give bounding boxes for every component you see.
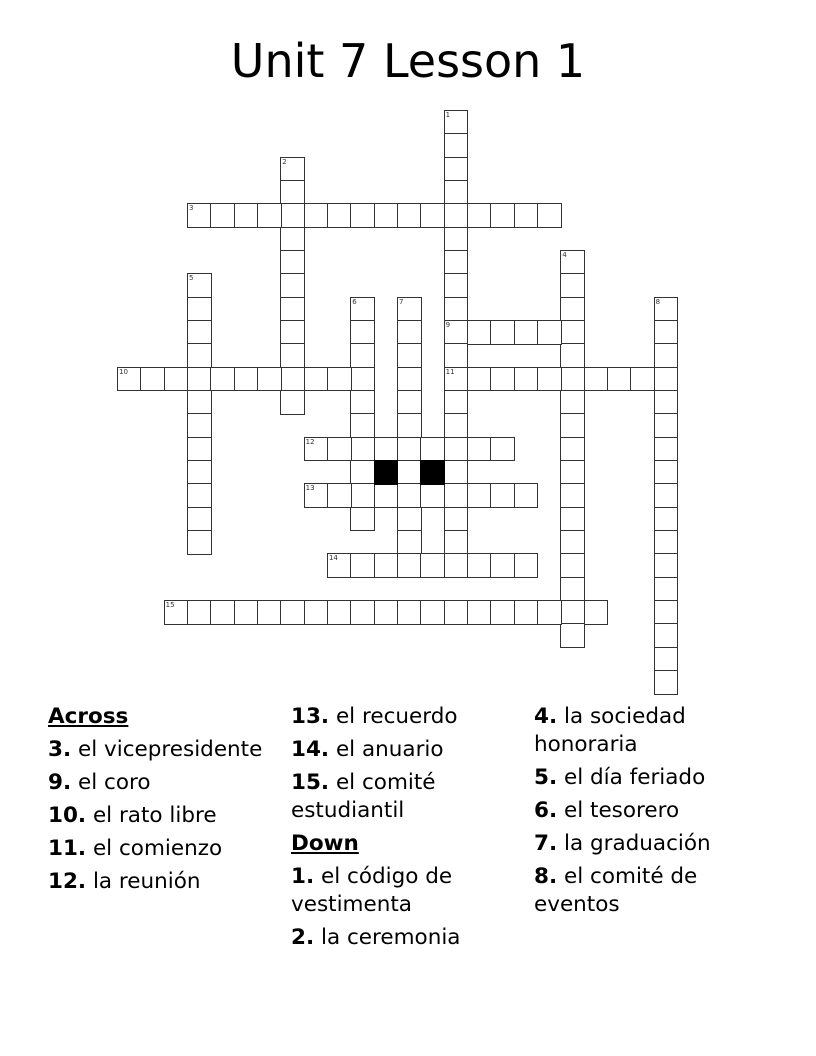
grid-cell[interactable]: [397, 483, 422, 508]
clues-column-3: [534, 703, 774, 924]
cell-number: 5: [188, 274, 194, 283]
grid-cell[interactable]: [187, 343, 212, 368]
grid-cell[interactable]: [654, 670, 679, 695]
grid-cell[interactable]: [444, 273, 469, 298]
grid-cell[interactable]: [560, 623, 585, 648]
grid-cell[interactable]: [444, 133, 469, 158]
grid-cell[interactable]: [304, 483, 329, 508]
grid-cell[interactable]: [490, 320, 515, 345]
cell-number: 8: [655, 297, 661, 306]
grid-cell[interactable]: [374, 483, 399, 508]
grid-cell[interactable]: [397, 390, 422, 415]
grid-cell[interactable]: [560, 507, 585, 532]
grid-cell[interactable]: [350, 320, 375, 345]
grid-cell[interactable]: [444, 390, 469, 415]
grid-cell[interactable]: [467, 437, 492, 462]
grid-cell[interactable]: [560, 320, 585, 345]
grid-cell[interactable]: [537, 367, 562, 392]
grid-cell[interactable]: [257, 600, 282, 625]
grid-cell[interactable]: [280, 390, 305, 415]
grid-cell[interactable]: [560, 460, 585, 485]
grid-cell[interactable]: [327, 553, 352, 578]
across-heading: Across: [48, 704, 129, 729]
grid-cell[interactable]: [654, 530, 679, 555]
grid-cell[interactable]: [374, 203, 399, 228]
grid-cell[interactable]: [560, 297, 585, 322]
grid-cell[interactable]: [374, 600, 399, 625]
grid-cell[interactable]: [607, 367, 632, 392]
grid-cell[interactable]: [210, 600, 235, 625]
grid-cell[interactable]: [467, 600, 492, 625]
grid-cell[interactable]: [584, 367, 609, 392]
grid-cell[interactable]: [560, 483, 585, 508]
grid-cell[interactable]: [210, 203, 235, 228]
grid-cell[interactable]: [397, 600, 422, 625]
clue-across-12: 12. la reunión: [48, 869, 201, 894]
grid-cell[interactable]: [490, 600, 515, 625]
grid-cell[interactable]: [397, 530, 422, 555]
grid-cell[interactable]: [280, 367, 305, 392]
grid-cell[interactable]: [654, 577, 679, 602]
grid-cell[interactable]: [654, 553, 679, 578]
grid-cell[interactable]: [304, 437, 329, 462]
clue-across-9: 9. el coro: [48, 770, 151, 795]
clue-across-10: 10. el rato libre: [48, 803, 217, 828]
grid-cell[interactable]: [187, 507, 212, 532]
grid-cell[interactable]: [444, 460, 469, 485]
grid-cell[interactable]: [560, 553, 585, 578]
grid-cell[interactable]: [397, 507, 422, 532]
grid-cell[interactable]: [560, 273, 585, 298]
grid-cell[interactable]: [280, 297, 305, 322]
grid-cell[interactable]: [560, 437, 585, 462]
grid-cell[interactable]: [654, 600, 679, 625]
grid-cell[interactable]: [397, 437, 422, 462]
grid-cell[interactable]: [397, 343, 422, 368]
grid-cell[interactable]: [187, 437, 212, 462]
cell-number: 1: [445, 111, 451, 119]
grid-cell[interactable]: [210, 367, 235, 392]
grid-cell[interactable]: [280, 320, 305, 345]
down-heading: Down: [291, 831, 359, 856]
grid-cell[interactable]: [280, 157, 305, 182]
grid-cell[interactable]: [444, 157, 469, 182]
grid-cell[interactable]: [304, 367, 329, 392]
clue-down-6: 6. el tesorero: [534, 798, 680, 823]
grid-cell[interactable]: [467, 553, 492, 578]
grid-cell[interactable]: [560, 343, 585, 368]
grid-cell[interactable]: [140, 367, 165, 392]
grid-cell[interactable]: [444, 530, 469, 555]
grid-cell[interactable]: [444, 227, 469, 252]
grid-cell[interactable]: [374, 553, 399, 578]
grid-cell[interactable]: [280, 227, 305, 252]
clue-across-14: 14. el anuario: [291, 737, 444, 762]
grid-cell[interactable]: [630, 367, 655, 392]
grid-cell[interactable]: [654, 343, 679, 368]
grid-cell[interactable]: [514, 600, 539, 625]
grid-cell[interactable]: [187, 390, 212, 415]
grid-cell[interactable]: [444, 343, 469, 368]
grid-cell[interactable]: [537, 600, 562, 625]
grid-cell[interactable]: [350, 553, 375, 578]
grid-cell[interactable]: [444, 437, 469, 462]
grid-cell[interactable]: [187, 460, 212, 485]
clue-down-1: 1. el código de vestimenta: [291, 864, 453, 917]
grid-cell[interactable]: [490, 367, 515, 392]
grid-cell[interactable]: [164, 367, 189, 392]
grid-cell[interactable]: [514, 553, 539, 578]
grid-cell[interactable]: [444, 483, 469, 508]
grid-cell[interactable]: [420, 553, 445, 578]
grid-cell[interactable]: [444, 507, 469, 532]
black-square: [374, 460, 399, 485]
grid-cell[interactable]: [350, 343, 375, 368]
clue-down-4: 4. la sociedad honoraria: [534, 704, 686, 757]
clue-across-15: 15. el comité estudiantil: [291, 770, 436, 823]
grid-cell[interactable]: [350, 600, 375, 625]
grid-cell[interactable]: [444, 553, 469, 578]
grid-cell[interactable]: [420, 600, 445, 625]
grid-cell[interactable]: [560, 250, 585, 275]
grid-cell[interactable]: [654, 320, 679, 345]
grid-cell[interactable]: [560, 413, 585, 438]
grid-cell[interactable]: [490, 203, 515, 228]
grid-cell[interactable]: [257, 203, 282, 228]
grid-cell[interactable]: [514, 483, 539, 508]
grid-cell[interactable]: [350, 483, 375, 508]
grid-cell[interactable]: [420, 437, 445, 462]
grid-cell[interactable]: [327, 367, 352, 392]
grid-cell[interactable]: [467, 483, 492, 508]
clue-across-3: 3. el vicepresidente: [48, 737, 263, 762]
clue-across-13: 13. el recuerdo: [291, 704, 458, 729]
grid-cell[interactable]: [187, 320, 212, 345]
cell-number: 12: [305, 437, 315, 446]
grid-cell[interactable]: [537, 320, 562, 345]
grid-cell[interactable]: [350, 460, 375, 485]
grid-cell[interactable]: [654, 647, 679, 672]
cell-number: 10: [119, 367, 128, 376]
grid-cell[interactable]: [444, 413, 469, 438]
grid-cell[interactable]: [280, 180, 305, 205]
grid-cell[interactable]: [187, 273, 212, 298]
grid-cell[interactable]: [654, 437, 679, 462]
grid-cell[interactable]: [350, 413, 375, 438]
grid-cell[interactable]: [187, 367, 212, 392]
grid-cell[interactable]: [444, 250, 469, 275]
grid-cell[interactable]: [444, 320, 469, 345]
grid-cell[interactable]: [350, 390, 375, 415]
grid-cell[interactable]: [654, 367, 679, 392]
grid-cell[interactable]: [327, 483, 352, 508]
grid-cell[interactable]: [444, 110, 469, 135]
grid-cell[interactable]: [420, 203, 445, 228]
grid-cell[interactable]: [117, 367, 142, 392]
grid-cell[interactable]: [327, 437, 352, 462]
grid-cell[interactable]: [444, 600, 469, 625]
grid-cell[interactable]: [420, 483, 445, 508]
cell-number: 6: [352, 297, 357, 306]
grid-cell[interactable]: [397, 320, 422, 345]
grid-cell[interactable]: [584, 600, 609, 625]
clue-down-5: 5. el día feriado: [534, 765, 706, 790]
grid-cell[interactable]: [187, 413, 212, 438]
grid-cell[interactable]: [234, 600, 259, 625]
grid-cell[interactable]: [467, 320, 492, 345]
grid-cell[interactable]: [187, 600, 212, 625]
grid-cell[interactable]: [490, 553, 515, 578]
clue-down-8: 8. el comité de eventos: [534, 864, 698, 917]
grid-cell[interactable]: [164, 600, 189, 625]
grid-cell[interactable]: [350, 367, 375, 392]
cell-number: 9: [445, 320, 451, 329]
clue-down-2: 2. la ceremonia: [291, 925, 461, 950]
grid-cell[interactable]: [654, 460, 679, 485]
cell-number: 11: [445, 367, 455, 376]
grid-cell[interactable]: [654, 390, 679, 415]
grid-cell[interactable]: [350, 437, 375, 462]
grid-cell[interactable]: [444, 297, 469, 322]
grid-cell[interactable]: [280, 203, 305, 228]
grid-cell[interactable]: [234, 203, 259, 228]
cell-number: 15: [165, 600, 175, 609]
grid-cell[interactable]: [187, 483, 212, 508]
grid-cell[interactable]: [187, 203, 212, 228]
grid-cell[interactable]: [350, 203, 375, 228]
grid-cell[interactable]: [327, 600, 352, 625]
grid-cell[interactable]: [304, 203, 329, 228]
grid-cell[interactable]: [397, 297, 422, 322]
cell-number: 13: [305, 484, 315, 493]
grid-cell[interactable]: [327, 203, 352, 228]
grid-cell[interactable]: [514, 367, 539, 392]
grid-cell[interactable]: [490, 437, 515, 462]
cell-number: 2: [282, 157, 287, 166]
black-square: [420, 460, 445, 485]
grid-cell[interactable]: [397, 367, 422, 392]
grid-cell[interactable]: [560, 390, 585, 415]
grid-cell[interactable]: [374, 437, 399, 462]
clue-down-7: 7. la graduación: [534, 831, 711, 856]
cell-number: 7: [398, 297, 404, 306]
grid-cell[interactable]: [280, 343, 305, 368]
grid-cell[interactable]: [654, 623, 679, 648]
grid-cell[interactable]: [397, 553, 422, 578]
grid-cell[interactable]: [654, 297, 679, 322]
grid-cell[interactable]: [304, 600, 329, 625]
cell-number: 14: [328, 554, 338, 563]
grid-cell[interactable]: [654, 483, 679, 508]
grid-cell[interactable]: [444, 180, 469, 205]
grid-cell[interactable]: [280, 250, 305, 275]
grid-cell[interactable]: [397, 203, 422, 228]
grid-cell[interactable]: [560, 367, 585, 392]
page-title: Unit 7 Lesson 1: [230, 34, 586, 88]
grid-cell[interactable]: [280, 273, 305, 298]
grid-cell[interactable]: [537, 203, 562, 228]
clues-column-1: [48, 703, 288, 901]
grid-cell[interactable]: [514, 320, 539, 345]
grid-cell[interactable]: [467, 203, 492, 228]
grid-cell[interactable]: [257, 367, 282, 392]
grid-cell[interactable]: [350, 507, 375, 532]
grid-cell[interactable]: [187, 297, 212, 322]
grid-cell[interactable]: [187, 530, 212, 555]
grid-cell[interactable]: [467, 367, 492, 392]
cell-number: 3: [188, 204, 194, 213]
grid-cell[interactable]: [654, 413, 679, 438]
grid-cell[interactable]: [560, 600, 585, 625]
grid-cell[interactable]: [560, 577, 585, 602]
grid-cell[interactable]: [444, 203, 469, 228]
grid-cell[interactable]: [234, 367, 259, 392]
grid-cell[interactable]: [490, 483, 515, 508]
cell-number: 4: [562, 250, 567, 259]
grid-cell[interactable]: [350, 297, 375, 322]
grid-cell[interactable]: [654, 507, 679, 532]
grid-cell[interactable]: [397, 460, 422, 485]
grid-cell[interactable]: [444, 367, 469, 392]
grid-cell[interactable]: [280, 600, 305, 625]
grid-cell[interactable]: [397, 413, 422, 438]
grid-cell[interactable]: [560, 530, 585, 555]
clues-column-2: [291, 703, 531, 957]
grid-cell[interactable]: [514, 203, 539, 228]
clue-across-11: 11. el comienzo: [48, 836, 223, 861]
